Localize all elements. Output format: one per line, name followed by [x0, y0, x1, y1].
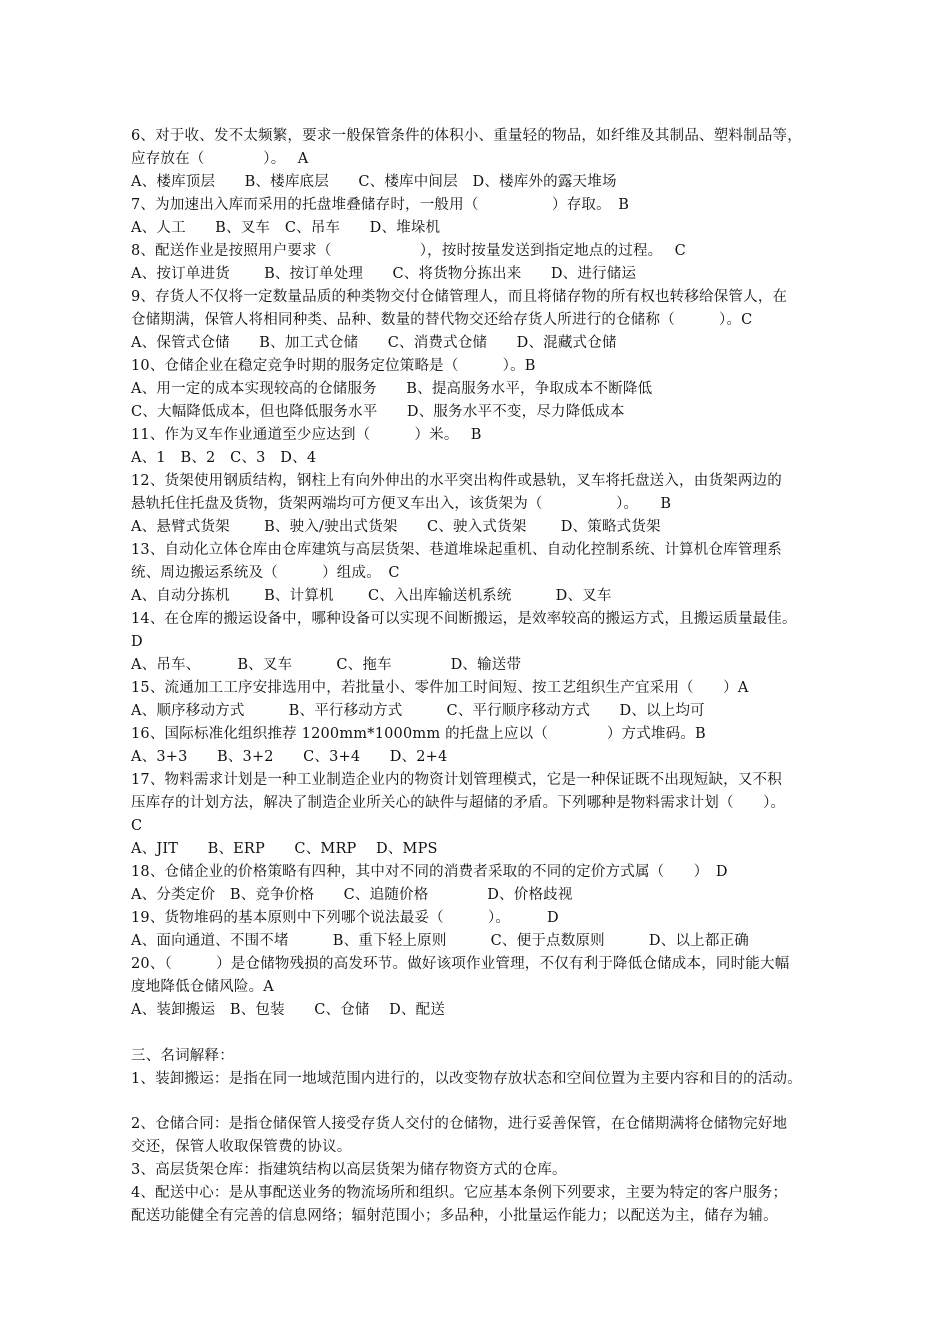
question-17-answer: C: [131, 818, 143, 834]
term-2-line-1: 2、仓储合同：是指仓储保管人接受存货人交付的仓储物，进行妥善保管，在仓储期满将仓储物完好地: [131, 1116, 788, 1132]
question-16: 16、国际标准化组织推荐 1200mm*1000mm 的托盘上应以（ ）方式堆码。B: [131, 726, 706, 742]
question-7: 7、为加速出入库而采用的托盘堆叠储存时，一般用（ ）存取。 B: [131, 197, 630, 213]
question-19-options: A、面向通道、不围不堵 B、重下轻上原则 C、便于点数原则 D、以上都正确: [131, 933, 749, 949]
question-10-options-ab: A、用一定的成本实现较高的仓储服务 B、提高服务水平，争取成本不断降低: [131, 381, 653, 397]
question-13-line-2: 统、周边搬运系统及（ ）组成。 C: [131, 565, 400, 581]
term-2-line-2: 交还，保管人收取保管费的协议。: [131, 1139, 352, 1155]
question-12-line-2: 悬轨托住托盘及货物，货架两端均可方便叉车出入，该货架为（ ）。 B: [131, 496, 672, 512]
section-heading-terms: 三、名词解释：: [131, 1048, 234, 1064]
question-17-options: A、JIT B、ERP C、MRP D、MPS: [131, 841, 438, 857]
question-6-options: A、楼库顶层 B、楼库底层 C、楼库中间层 D、楼库外的露天堆场: [131, 174, 617, 190]
question-14-answer: D: [131, 634, 143, 650]
term-1: 1、装卸搬运：是指在同一地域范围内进行的，以改变物存放状态和空间位置为主要内容和目的的活动。: [131, 1071, 802, 1087]
question-12-options: A、悬臂式货架 B、驶入/驶出式货架 C、驶入式货架 D、策略式货架: [131, 519, 661, 535]
question-18: 18、仓储企业的价格策略有四种，其中对不同的消费者采取的不同的定价方式属（ ） D: [131, 864, 728, 880]
question-20-line-1: 20、（ ）是仓储物残损的高发环节。做好该项作业管理，不仅有利于降低仓储成本，同时能大幅: [131, 956, 790, 972]
question-17-line-1: 17、物料需求计划是一种工业制造企业内的物资计划管理模式，它是一种保证既不出现短缺，又不积: [131, 772, 782, 788]
question-14-line-1: 14、在仓库的搬运设备中，哪种设备可以实现不间断搬运，是效率较高的搬运方式，且搬运质量最佳。: [131, 611, 797, 627]
question-6-line-2: 应存放在（ ）。 A: [131, 151, 309, 167]
question-8: 8、配送作业是按照用户要求（ ），按时按量发送到指定地点的过程。 C: [131, 243, 686, 259]
question-9-line-2: 仓储期满，保管人将相同种类、品种、数量的替代物交还给存货人所进行的仓储称（ ）。C: [131, 312, 753, 328]
question-9-options: A、保管式仓储 B、加工式仓储 C、消费式仓储 D、混藏式仓储: [131, 335, 617, 351]
question-15-options: A、顺序移动方式 B、平行移动方式 C、平行顺序移动方式 D、以上均可: [131, 703, 705, 719]
question-8-options: A、按订单进货 B、按订单处理 C、将货物分拣出来 D、进行储运: [131, 266, 637, 282]
question-6-line-1: 6、对于收、发不太频繁，要求一般保管条件的体积小、重量轻的物品，如纤维及其制品、塑料制品等，: [131, 128, 802, 144]
question-10-options-cd: C、大幅降低成本，但也降低服务水平 D、服务水平不变，尽力降低成本: [131, 404, 625, 420]
term-3: 3、高层货架仓库：指建筑结构以高层货架为储存物资方式的仓库。: [131, 1162, 567, 1178]
term-4-line-2: 配送功能健全有完善的信息网络；辐射范围小；多品种，小批量运作能力；以配送为主，储存为辅。: [131, 1208, 778, 1224]
question-19: 19、货物堆码的基本原则中下列哪个说法最妥（ ）。 D: [131, 910, 559, 926]
term-4-line-1: 4、配送中心：是从事配送业务的物流场所和组织。它应基本条例下列要求，主要为特定的客户服务；: [131, 1185, 788, 1201]
question-11: 11、作为叉车作业通道至少应达到（ ）米。 B: [131, 427, 482, 443]
question-10: 10、仓储企业在稳定竞争时期的服务定位策略是（ ）。B: [131, 358, 536, 374]
question-20-options: A、装卸搬运 B、包装 C、仓储 D、配送: [131, 1002, 446, 1018]
question-15: 15、流通加工工序安排选用中，若批量小、零件加工时间短、按工艺组织生产宜采用（ ）A: [131, 680, 749, 696]
question-13-line-1: 13、自动化立体仓库由仓库建筑与高层货架、巷道堆垛起重机、自动化控制系统、计算机仓库管理系: [131, 542, 782, 558]
question-11-options: A、1 B、2 C、3 D、4: [131, 450, 317, 466]
question-20-line-2: 度地降低仓储风险。A: [131, 979, 274, 995]
question-7-options: A、人工 B、叉车 C、吊车 D、堆垛机: [131, 220, 441, 236]
question-13-options: A、自动分拣机 B、计算机 C、入出库输送机系统 D、叉车: [131, 588, 612, 604]
question-16-options: A、3+3 B、3+2 C、3+4 D、2+4: [131, 749, 448, 765]
question-12-line-1: 12、货架使用钢质结构，钢柱上有向外伸出的水平突出构件或悬轨，叉车将托盘送入，由货架两边的: [131, 473, 782, 489]
question-14-options: A、吊车、 B、叉车 C、拖车 D、输送带: [131, 657, 522, 673]
question-9-line-1: 9、存货人不仅将一定数量品质的种类物交付仓储管理人，而且将储存物的所有权也转移给保管人，在: [131, 289, 788, 305]
question-17-line-2: 压库存的计划方法，解决了制造企业所关心的缺件与超储的矛盾。下列哪种是物料需求计划（ ）。: [131, 795, 786, 811]
question-18-options: A、分类定价 B、竞争价格 C、追随价格 D、价格歧视: [131, 887, 573, 903]
